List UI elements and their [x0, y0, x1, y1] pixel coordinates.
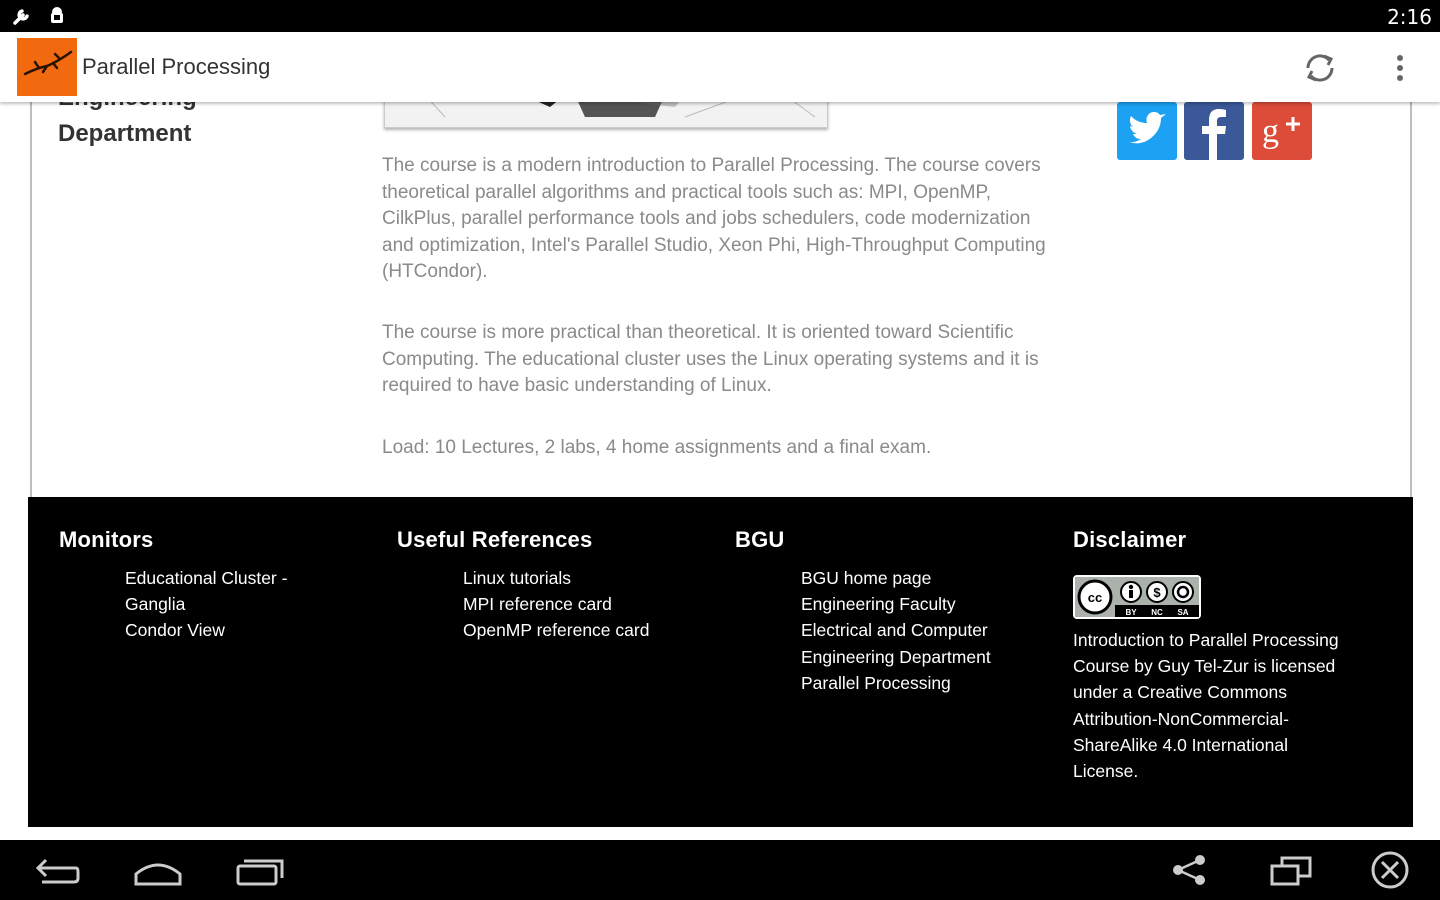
link-engineering-faculty[interactable]: Engineering Faculty	[801, 594, 956, 615]
home-icon	[128, 850, 188, 890]
twitter-icon	[1117, 102, 1177, 160]
footer-bgu-column	[735, 527, 1065, 696]
status-bar	[0, 0, 1440, 32]
refresh-icon	[1300, 48, 1340, 88]
course-practical-paragraph: The course is more practical than theoretical. It is oriented toward Scientific Computing. The educational cluster uses the Linux operating systems and it is required to have basic understanding of Linux.	[382, 322, 1039, 396]
window-button[interactable]	[1262, 850, 1322, 890]
lizard-logo-icon	[17, 38, 77, 96]
app-title: Parallel Processing	[82, 54, 271, 79]
window-icon	[1262, 850, 1322, 890]
footer-disclaimer-column	[1073, 527, 1373, 784]
link-educational-cluster-ganglia[interactable]: Educational Cluster - Ganglia	[125, 568, 288, 615]
footer-heading-monitors: Monitors	[59, 527, 154, 552]
cc-by-nc-sa-icon	[1075, 577, 1199, 617]
footer-heading-bgu: BGU	[735, 527, 785, 552]
link-bgu-home-page[interactable]: BGU home page	[801, 568, 932, 588]
link-openmp-reference-card[interactable]: OpenMP reference card	[463, 620, 650, 641]
link-condor-view[interactable]: Condor View	[125, 620, 225, 641]
license-text: Introduction to Parallel Processing Course by Guy Tel-Zur is licensed under a Creative Commons Attribution-NonCommercial-ShareAlike 4.0 International License.	[1073, 630, 1339, 782]
overflow-menu-button[interactable]	[1388, 48, 1412, 88]
webview[interactable]	[0, 102, 1440, 840]
footer-references-column	[397, 527, 727, 644]
footer	[28, 497, 1413, 827]
facebook-icon	[1184, 102, 1244, 160]
footer-heading-references: Useful References	[397, 527, 593, 552]
facebook-share-button[interactable]	[1184, 102, 1244, 160]
status-icons	[12, 6, 68, 26]
share-icon	[1160, 850, 1220, 890]
home-button[interactable]	[128, 850, 188, 890]
close-icon	[1360, 850, 1420, 890]
app-logo[interactable]	[17, 38, 77, 96]
department-title: Department	[58, 120, 192, 147]
navigation-bar	[0, 840, 1440, 900]
action-bar	[0, 32, 1440, 102]
wrench-icon	[12, 6, 34, 26]
cc-by-label: BY	[1125, 608, 1137, 617]
android-debug-icon	[46, 6, 68, 26]
overflow-menu-icon	[1388, 48, 1412, 88]
status-clock: 2:16	[1387, 5, 1432, 29]
back-button[interactable]	[28, 850, 88, 890]
link-mpi-reference-card[interactable]: MPI reference card	[463, 594, 612, 615]
link-parallel-processing[interactable]: Parallel Processing	[801, 672, 951, 693]
cc-label: cc	[1087, 590, 1103, 605]
google-plus-icon	[1252, 102, 1312, 160]
course-load-paragraph: Load: 10 Lectures, 2 labs, 4 home assignments and a final exam.	[382, 437, 932, 458]
cc-nc-label: NC	[1151, 608, 1163, 617]
cc-sa-label: SA	[1177, 608, 1189, 617]
google-plus-share-button[interactable]	[1252, 102, 1312, 160]
creative-commons-badge[interactable]	[1073, 575, 1201, 619]
recents-button[interactable]	[230, 850, 290, 890]
refresh-button[interactable]	[1300, 48, 1340, 88]
link-linux-tutorials[interactable]: Linux tutorials	[463, 568, 571, 588]
svg-text:$: $	[1153, 585, 1161, 600]
link-ece-department[interactable]: Electrical and Computer Engineering Department	[801, 620, 991, 667]
back-icon	[28, 850, 88, 890]
share-button[interactable]	[1160, 850, 1220, 890]
recents-icon	[230, 850, 290, 890]
svg-text:g: g	[1262, 113, 1279, 150]
footer-monitors-column	[59, 527, 359, 644]
twitter-share-button[interactable]	[1117, 102, 1177, 160]
footer-heading-disclaimer: Disclaimer	[1073, 527, 1187, 552]
course-description-paragraph: The course is a modern introduction to Parallel Processing. The course covers theoretical parallel algorithms and practical tools such as: MPI, OpenMP, CilkPlus, parallel performance tools and jobs schedulers, code modernization and optimization, Intel's Parallel Studio, Xeon Phi, High-Throughput Computing (HTCondor).	[382, 155, 1046, 282]
close-button[interactable]	[1360, 850, 1420, 890]
